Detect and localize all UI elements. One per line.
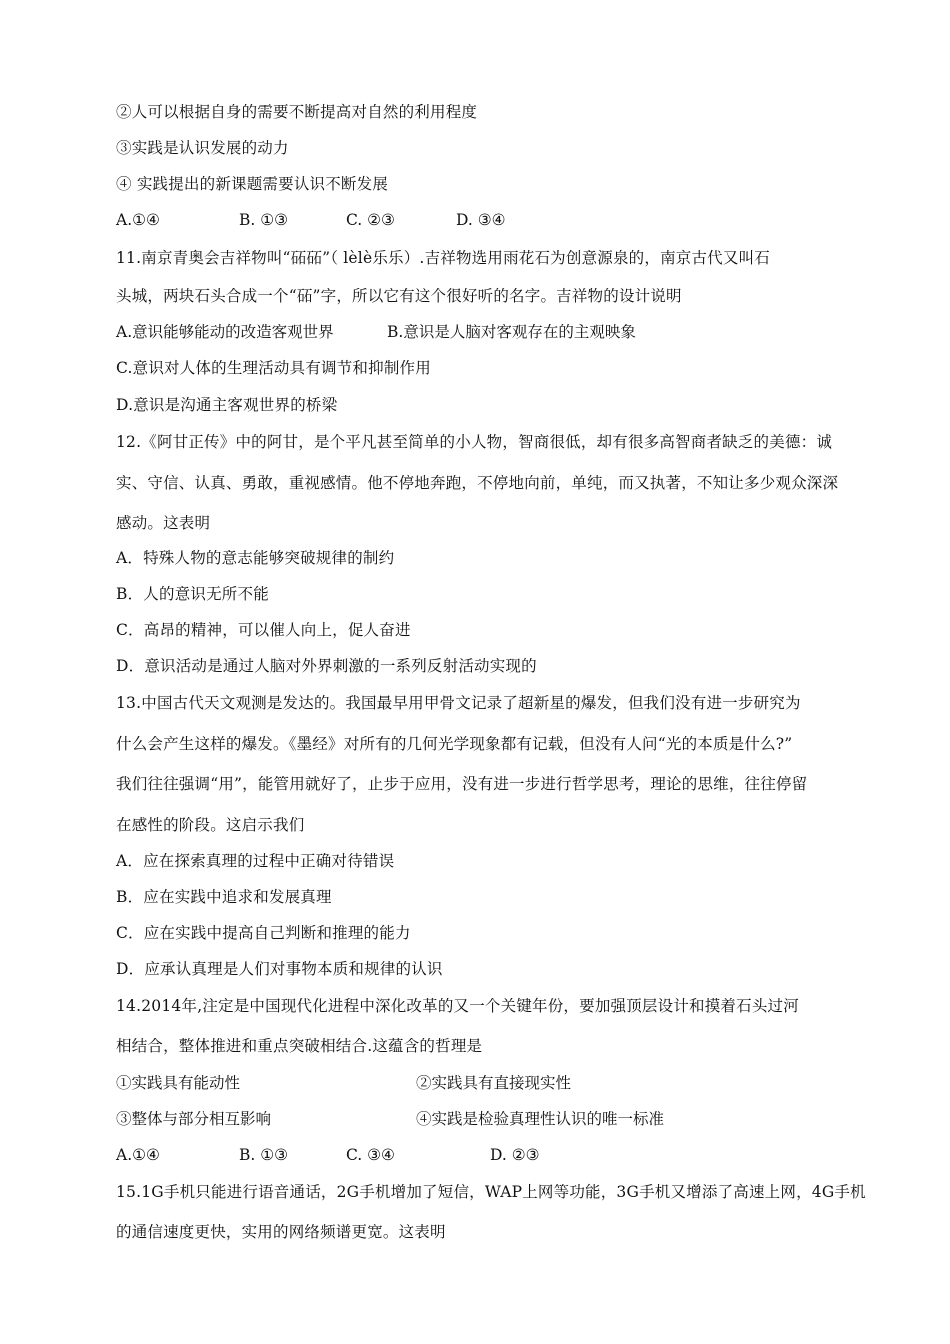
statement-1: ①实践具有能动性 [116,1074,241,1092]
question-text: 在感性的阶段。这启示我们 [116,816,305,834]
choice-a: A.①④ [116,211,160,229]
choice-d: D．意识活动是通过人脑对外界刺激的一系列反射活动实现的 [116,657,537,675]
question-text: 13.中国古代天文观测是发达的。我国最早用甲骨文记录了超新星的爆发，但我们没有进一步研究为 [116,694,801,712]
statement-2: ②实践具有直接现实性 [416,1074,572,1092]
question-text: 实、守信、认真、勇敢，重视感情。他不停地奔跑，不停地向前，单纯，而又执著，不知让多少观众深深 [116,474,839,492]
option-line: ④ 实践提出的新课题需要认识不断发展 [116,175,389,193]
choice-b: B. ①③ [239,1146,289,1164]
question-text: 14.2014年,注定是中国现代化进程中深化改革的又一个关键年份，要加强顶层设计和摸着石头过河 [116,997,799,1015]
option-line: ②人可以根据自身的需要不断提高对自然的利用程度 [116,103,478,121]
question-text: 的通信速度更快，实用的网络频谱更宽。这表明 [116,1223,446,1241]
choice-a: A.意识能够能动的改造客观世界 [116,323,334,341]
question-text: 相结合，整体推进和重点突破相结合.这蕴含的哲理是 [116,1037,483,1055]
choice-b: B．应在实践中追求和发展真理 [116,888,332,906]
choice-b: B.意识是人脑对客观存在的主观映象 [387,323,636,341]
choice-c: C．应在实践中提高自己判断和推理的能力 [116,924,411,942]
choice-a: A.①④ [116,1146,160,1164]
statement-4: ④实践是检验真理性认识的唯一标准 [416,1110,665,1128]
question-text: 头城，两块石头合成一个“砳”字，所以它有这个很好听的名字。吉祥物的设计说明 [116,287,682,305]
choice-d: D．应承认真理是人们对事物本质和规律的认识 [116,960,443,978]
choice-d: D. ②③ [490,1146,540,1164]
question-text: 什么会产生这样的爆发。《墨经》对所有的几何光学现象都有记载，但没有人问“光的本质是什么?” [116,735,793,753]
choice-d: D. ③④ [456,211,506,229]
choice-a: A．特殊人物的意志能够突破规律的制约 [116,549,395,567]
question-text: 感动。这表明 [116,514,211,532]
choice-b: B. ①③ [239,211,289,229]
question-text: 我们往往强调“用”，能管用就好了，止步于应用，没有进一步进行哲学思考，理论的思维，往往停留 [116,775,808,793]
choice-c: C. ②③ [346,211,395,229]
question-text: 12.《阿甘正传》中的阿甘，是个平凡甚至简单的小人物，智商很低，却有很多高智商者缺乏的美德：诚 [116,433,833,451]
choice-b: B．人的意识无所不能 [116,585,269,603]
question-text: 11.南京青奥会吉祥物叫“砳砳”（ lèlè乐乐）.吉祥物选用雨花石为创意源泉的，南京古代又叫石 [116,249,770,267]
statement-3: ③整体与部分相互影响 [116,1110,272,1128]
choice-d: D.意识是沟通主客观世界的桥梁 [116,396,338,414]
choice-c: C．高昂的精神，可以催人向上，促人奋进 [116,621,411,639]
choice-c: C. ③④ [346,1146,395,1164]
question-text: 15.1G手机只能进行语音通话，2G手机增加了短信，WAP上网等功能，3G手机又增添了高速上网，4G手机 [116,1183,866,1201]
option-line: ③实践是认识发展的动力 [116,139,289,157]
choice-c: C.意识对人体的生理活动具有调节和抑制作用 [116,359,431,377]
choice-a: A．应在探索真理的过程中正确对待错误 [116,852,395,870]
